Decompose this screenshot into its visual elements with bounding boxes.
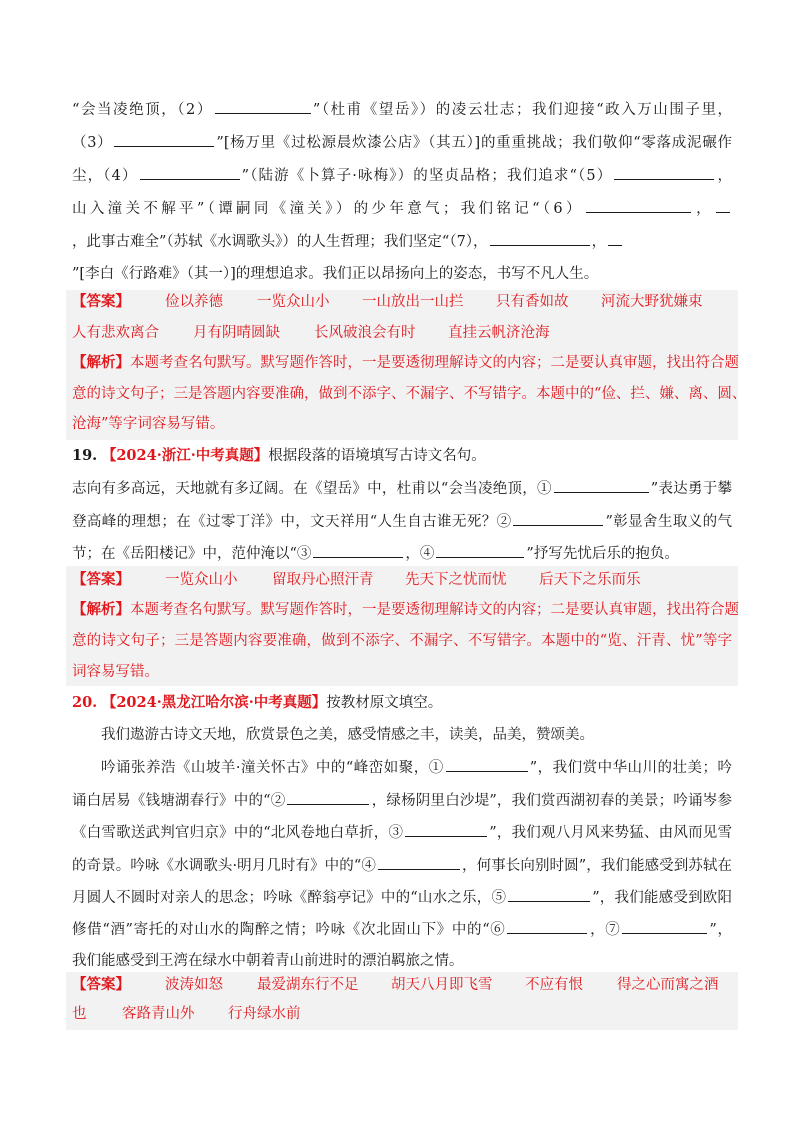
q19-line-2: 登高峰的理想；在《过零丁洋》中，文天祥用“人生自古谁无死？② ”彰显舍生取义的气 bbox=[72, 511, 732, 532]
answer-item: 波涛如怒 bbox=[165, 977, 223, 993]
q20-line-7: 我们能感受到王湾在绿水中朝着青山前进时的漂泊羁旅之情。 bbox=[72, 953, 464, 969]
q19-header: 19. 【2024·浙江·中考真题】根据段落的语境填写古诗文名句。 bbox=[72, 447, 486, 464]
q20-line-1: 吟诵张养浩《山坡羊·潼关怀古》中的“峰峦如聚，① ”，我们赏中华山川的壮美；吟 bbox=[101, 757, 732, 778]
analysis-line: 【解析】本题考查名句默写。默写题作答时，一是要透彻理解诗文的内容；二是要认真审题，找出符合题 bbox=[72, 601, 739, 618]
q20-line-3: 《白雪歌送武判官归京》中的“北风卷地白草折，③ ”，我们观八月风来势猛、由风而见雪 bbox=[72, 822, 732, 843]
analysis-line: 沧海”等字词容易写错。 bbox=[72, 416, 225, 432]
fill-blank[interactable] bbox=[554, 478, 649, 493]
q19-line-3: 节；在《岳阳楼记》中，范仲淹以“③ ，④ ”抒写先忧后乐的抱负。 bbox=[72, 543, 732, 564]
fill-blank[interactable] bbox=[215, 99, 311, 114]
fill-blank[interactable] bbox=[716, 198, 730, 213]
answer-item: 得之心而寓之酒 bbox=[617, 977, 719, 993]
fill-blank[interactable] bbox=[508, 887, 590, 902]
answer-item: 一山放出一山拦 bbox=[362, 294, 464, 310]
fill-blank[interactable] bbox=[608, 231, 622, 246]
answer-item: 最爱湖东行不足 bbox=[257, 977, 359, 993]
q20-line-4: 的奇景。吟咏《水调歌头·明月几时有》中的“④ ，何事长向别时圆”，我们能感受到苏轼在 bbox=[72, 855, 732, 876]
fill-blank[interactable] bbox=[287, 790, 369, 805]
answer-item: 胡天八月即飞雪 bbox=[391, 977, 493, 993]
q19-line-1: 志向有多高远，天地就有多辽阔。在《望岳》中，杜甫以“会当凌绝顶，① ”表达勇于攀 bbox=[72, 478, 732, 499]
answer-item: 直挂云帆济沧海 bbox=[448, 325, 550, 341]
fill-blank[interactable] bbox=[405, 822, 487, 837]
fill-blank[interactable] bbox=[313, 543, 403, 558]
q20-intro: 我们遨游古诗文天地，欣赏景色之美，感受情感之丰，读美，品美，赞颂美。 bbox=[101, 727, 594, 743]
answer-item: 客路青山外 bbox=[122, 1006, 195, 1022]
answer-item: 行舟绿水前 bbox=[228, 1006, 301, 1022]
fill-blank[interactable] bbox=[378, 855, 460, 870]
q18-line-2: （3） ”[杨万里《过松源晨炊漆公店》（其五）]的重重挑战；我们敬仰“零落成泥碾作 bbox=[72, 132, 732, 153]
analysis-line: 意的诗文句子；三是答题内容要准确，做到不添字、不漏字、不写错字。本题中的“俭、拦、嫌、离、圆、 bbox=[72, 386, 747, 402]
fill-blank[interactable] bbox=[622, 919, 707, 934]
fill-blank[interactable] bbox=[586, 198, 691, 213]
answer-item: 也 bbox=[72, 1006, 87, 1022]
q20-line-6: 修借“酒”寄托的对山水的陶醉之情；吟咏《次北固山下》中的“⑥ ，⑦ ”， bbox=[72, 919, 732, 940]
q18-line-1: “会当凌绝顶，（2） ”（杜甫《望岳》）的凌云壮志；我们迎接“政入万山围子里， bbox=[72, 99, 732, 120]
answer-item: 长风破浪会有时 bbox=[314, 325, 416, 341]
q18-line-4: 山入潼关不解平”（谭嗣同《潼关》）的少年意气；我们铭记“（6） ， bbox=[72, 198, 732, 219]
fill-blank[interactable] bbox=[436, 543, 524, 558]
q20-line-2: 诵白居易《钱塘湖春行》中的“② ，绿杨阴里白沙堤”，我们赏西湖初春的美景；吟诵岑参 bbox=[72, 790, 732, 811]
q18-line-6: ”[李白《行路难》（其一）]的理想追求。我们正以昂扬向上的姿态，书写不凡人生。 bbox=[72, 266, 599, 282]
answer-tag: 【答案】 bbox=[72, 571, 130, 588]
q18-line-5: ，此事古难全”（苏轼《水调歌头》）的人生哲理；我们坚定“（7）， ， bbox=[72, 231, 732, 252]
answer-tag: 【答案】 bbox=[72, 976, 130, 993]
q20-line-5: 月圆人不圆时对亲人的思念；吟咏《醉翁亭记》中的“山水之乐，⑤ ”，我们能感受到欧阳 bbox=[72, 887, 732, 908]
answer-item: 河流大野犹嫌束 bbox=[601, 294, 703, 310]
answer-item: 一览众山小 bbox=[165, 572, 238, 588]
answer-item: 不应有恨 bbox=[525, 977, 583, 993]
analysis-line: 【解析】本题考查名句默写。默写题作答时，一是要透彻理解诗文的内容；二是要认真审题，找出符合题 bbox=[72, 354, 739, 371]
q20-header: 20. 【2024·黑龙江哈尔滨·中考真题】按教材原文填空。 bbox=[72, 694, 443, 711]
fill-blank[interactable] bbox=[114, 132, 214, 147]
analysis-line: 意的诗文句子；三是答题内容要准确，做到不添字、不漏字、不写错字。本题中的“览、汗青、忧”等字 bbox=[72, 633, 732, 649]
fill-blank[interactable] bbox=[490, 231, 590, 246]
analysis-line: 词容易写错。 bbox=[72, 664, 159, 680]
q18-line-3: 尘，（4） ”（陆游《卜算子·咏梅》）的坚贞品格；我们追求“（5） ， bbox=[72, 165, 732, 186]
answer-item: 留取丹心照汗青 bbox=[272, 572, 374, 588]
answer-item: 一览众山小 bbox=[257, 294, 330, 310]
answer-item: 人有悲欢离合 bbox=[72, 325, 159, 341]
answer-item: 俭以养德 bbox=[165, 294, 223, 310]
answer-item: 只有香如故 bbox=[496, 294, 569, 310]
fill-blank[interactable] bbox=[614, 165, 714, 180]
answer-tag: 【答案】 bbox=[72, 293, 130, 310]
answer-item: 后天下之乐而乐 bbox=[539, 572, 641, 588]
answer-item: 月有阴晴圆缺 bbox=[193, 325, 280, 341]
fill-blank[interactable] bbox=[507, 919, 587, 934]
fill-blank[interactable] bbox=[446, 757, 528, 772]
fill-blank[interactable] bbox=[513, 511, 603, 526]
fill-blank[interactable] bbox=[140, 165, 240, 180]
answer-item: 先天下之忧而忧 bbox=[405, 572, 507, 588]
